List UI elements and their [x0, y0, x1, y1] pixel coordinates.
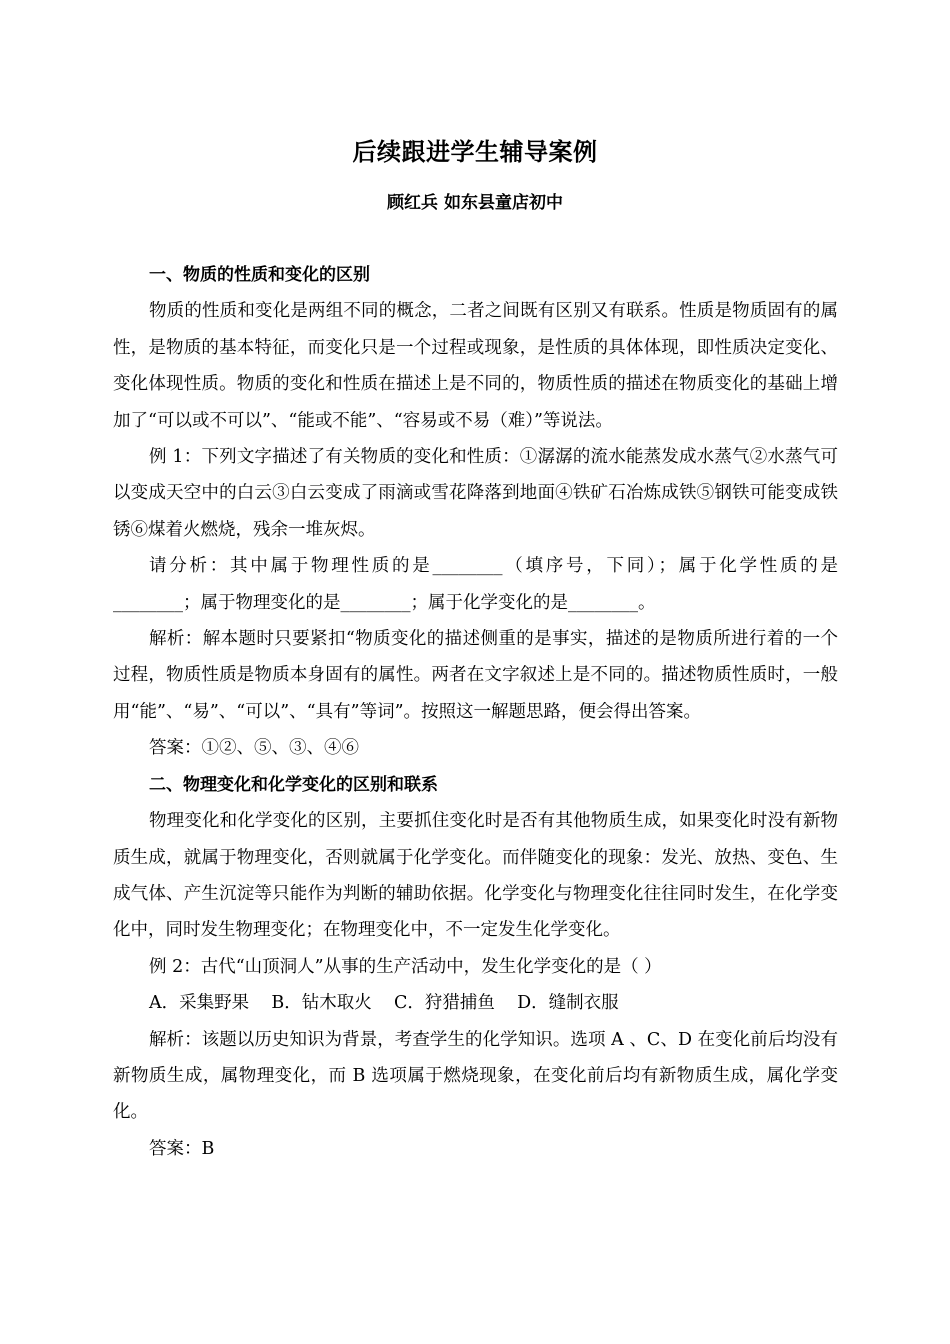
example2-answer: 答案：B: [149, 1138, 215, 1159]
document-body: [113, 257, 838, 1167]
example2-paragraph: 例 2：古代“山顶洞人”从事的生产活动中，发生化学变化的是（ ）: [149, 956, 662, 977]
example1-question: 请分析：其中属于物理性质的是________（填序号，下同）；属于化学性质的是________；属于物理变化的是________；属于化学变化的是________。: [113, 556, 838, 613]
example2-analysis: 解析：该题以历史知识为背景，考查学生的化学知识。选项 A 、C、D 在变化前后均没有新物质生成，属物理变化，而 B 选项属于燃烧现象，在变化前后均有新物质生成，属化学变化。: [113, 1029, 838, 1123]
section2-intro-paragraph: 物理变化和化学变化的区别，主要抓住变化时是否有其他物质生成，如果变化时没有新物质生成，就属于物理变化，否则就属于化学变化。而伴随变化的现象：发光、放热、变色、生成气体、产生沉淀等只能作为判断的辅助依据。化学变化与物理变化往往同时发生，在化学变化中，同时发生物理变化；在物理变化中，不一定发生化学变化。: [113, 811, 838, 941]
document-title: 后续跟进学生辅导案例: [352, 138, 598, 166]
example1-answer: 答案：①②、⑤、③、④⑥: [149, 738, 359, 759]
example2-options: A．采集野果 B．钻木取火 C．狩猎捕鱼 D．缝制衣服: [149, 993, 619, 1014]
example1-paragraph: 例 1：下列文字描述了有关物质的变化和性质：①潺潺的流水能蒸发成水蒸气②水蒸气可以变成天空中的白云③白云变成了雨滴或雪花降落到地面④铁矿石冶炼成铁⑤钢铁可能变成铁锈⑥煤着火燃烧，残余一堆灰烬。: [113, 447, 838, 540]
section2-heading: 二、物理变化和化学变化的区别和联系: [149, 774, 438, 795]
section1-heading: 一、物质的性质和变化的区别: [149, 265, 370, 285]
section1-intro-paragraph: 物质的性质和变化是两组不同的概念，二者之间既有区别又有联系。性质是物质固有的属性，是物质的基本特征，而变化只是一个过程或现象，是性质的具体体现，即性质决定变化、变化体现性质。物质的变化和性质在描述上是不同的，物质性质的描述在物质变化的基础上增加了“可以或不可以”、“能或不能”、“容易或不易（难）”等说法。: [113, 301, 838, 431]
document-author: 顾红兵 如东县童店初中: [387, 193, 563, 213]
example1-analysis: 解析：解本题时只要紧扣“物质变化的描述侧重的是事实，描述的是物质所进行着的一个过程，物质性质是物质本身固有的属性。两者在文字叙述上是不同的。描述物质性质时，一般用“能”、“易”、“可以”、“具有”等词”。按照这一解题思路，便会得出答案。: [113, 629, 838, 722]
